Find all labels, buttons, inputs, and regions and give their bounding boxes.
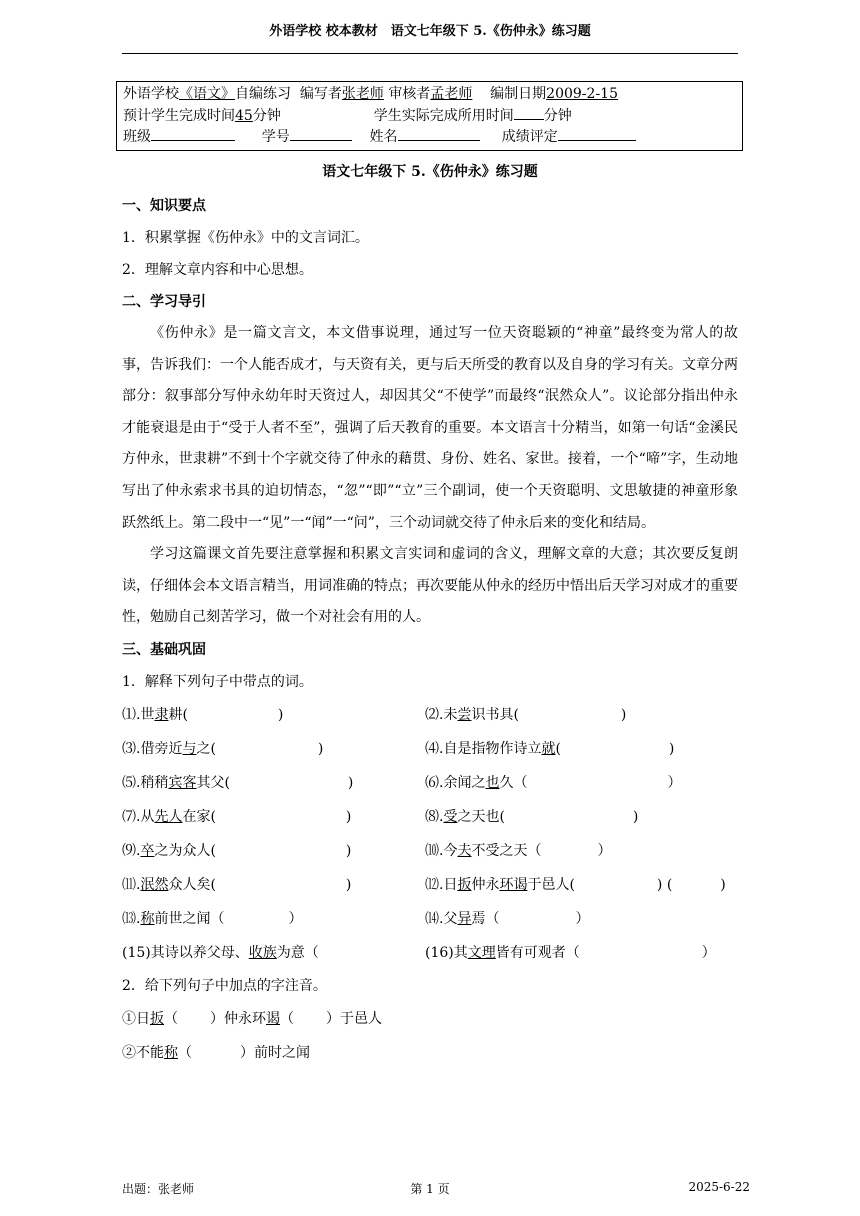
- header-divider: [122, 53, 738, 54]
- minutes-label: 分钟: [252, 108, 281, 124]
- guide-paragraph: 《伤仲永》是一篇文言文，本文借事说理，通过写一位天资聪颖的“神童”最终变为常人的故事，告诉我们：一个人能否成才，与天资有关，更与后天所受的教育以及自身的学习有关。文章分两部分：叙事部分写仲永幼年时天资过人，却因其父“不使学”而最终“泯然众人”。议论部分指出仲永才能衰退是由于“受于人者不至”，强调了后天教育的重要。本文语言十分精当，如第一句话“金溪民方仲永，世隶耕”不到十个字就交待了仲永的藉贯、身份、姓名、家世。接着，一个“啼”字，生动地写出了仲永索求书具的迫切情态，“忽”“即”“立”三个副词，使一个天资聪明、文思敏捷的神童形象跃然纸上。第二段中一“见”一“闻”一“问”，三个动词就交待了仲永后来的变化和结局。: [122, 325, 738, 531]
- vocab-row: [122, 936, 738, 970]
- vocab-row: [122, 800, 738, 834]
- vocab-item: ⑹.余闻之也久（ ）: [425, 774, 682, 791]
- reviewer-name: 孟老师: [430, 86, 473, 102]
- vocab-row: [122, 868, 738, 902]
- vocab-item: ⒁.父异焉（ ）: [425, 910, 590, 927]
- school-prefix: 外语学校: [123, 86, 179, 102]
- date-label: 编制日期: [490, 86, 547, 102]
- vocab-item: (15)其诗以养父母、收族为意（: [122, 944, 319, 961]
- document-title: 语文七年级下 5.《伤仲永》练习题: [322, 164, 538, 180]
- knowledge-item: 2．理解文章内容和中心思想。: [122, 262, 313, 278]
- vocab-row: [122, 766, 738, 800]
- actual-time-field[interactable]: [514, 105, 544, 120]
- vocab-item: ⑾.泯然众人矣( ): [122, 876, 352, 893]
- footer-page-number: 第 1 页: [410, 1182, 450, 1196]
- section-knowledge-title: 一、知识要点: [122, 198, 206, 214]
- vocab-row: [122, 834, 738, 868]
- vocab-item: ⑵.未尝识书具( ): [425, 706, 627, 723]
- subject: 《语文》: [179, 86, 235, 102]
- content: [122, 190, 738, 1070]
- grade-label: 成绩评定: [501, 129, 558, 145]
- minutes-label-2: 分钟: [543, 108, 572, 124]
- class-label: 班级: [123, 129, 151, 145]
- pinyin-item: ②不能称（ ）前时之闻: [122, 1044, 310, 1061]
- guide-paragraph: 学习这篇课文首先要注意掌握和积累文言实词和虚词的含义，理解文章的大意；其次要反复朗读，仔细体会本文语言精当，用词准确的特点；再次要能从仲永的经历中悟出后天学习对成才的重要性，勉励自己刻苦学习，做一个对社会有用的人。: [122, 546, 738, 626]
- page-header: 外语学校 校本教材 语文七年级下 5.《伤仲永》练习题: [269, 24, 591, 39]
- vocab-item: (16)其文理皆有可观者（ ）: [425, 944, 716, 961]
- vocab-item: ⒀.称前世之闻（ ）: [122, 910, 303, 927]
- name-label: 姓名: [369, 129, 398, 145]
- vocab-row: [122, 732, 738, 766]
- vocab-item: ⑸.稍稍宾客其父( ): [122, 774, 354, 791]
- info-line-3: [123, 126, 736, 147]
- vocab-item: ⑻.受之天也( ): [425, 808, 639, 825]
- date-value: 2009-2-15: [546, 86, 618, 102]
- pinyin-item: ①日扳（ ）仲永环谒（ ）于邑人: [122, 1010, 382, 1027]
- section-guide-title: 二、学习导引: [122, 294, 206, 310]
- vocab-item: ⑺.从先人在家( ): [122, 808, 352, 825]
- expected-time-label: 预计学生完成时间: [123, 108, 235, 124]
- grade-field[interactable]: [558, 126, 636, 141]
- vocab-row: [122, 902, 738, 936]
- student-no-field[interactable]: [290, 126, 352, 141]
- class-field[interactable]: [151, 126, 235, 141]
- info-box: [116, 81, 743, 151]
- footer-date: 2025-6-22: [688, 1180, 750, 1194]
- vocab-item: ⑿.日扳仲永环谒于邑人( ) ( ): [425, 876, 726, 893]
- info-line-2: [123, 105, 736, 126]
- vocab-item: ⑴.世隶耕( ): [122, 706, 284, 723]
- section-basics-title: 三、基础巩固: [122, 641, 206, 658]
- name-field[interactable]: [398, 126, 480, 141]
- vocab-item: ⑶.借旁近与之( ): [122, 740, 324, 757]
- vocab-item: ⑷.自是指物作诗立就( ): [425, 740, 675, 757]
- knowledge-item: 1．积累掌握《伤仲永》中的文言词汇。: [122, 230, 369, 246]
- vocab-item: ⑽.今夫不受之天（ ）: [425, 842, 612, 859]
- info-line-1: [123, 84, 736, 105]
- actual-time-label: 学生实际完成所用时间: [373, 108, 514, 124]
- question-1-title: 1．解释下列句子中带点的词。: [122, 673, 313, 690]
- practice-label: 自编练习: [235, 86, 291, 102]
- question-2-title: 2．给下列句子中加点的字注音。: [122, 977, 327, 994]
- author-label: 编写者: [299, 86, 342, 102]
- footer-setter: 出题：张老师: [122, 1182, 195, 1196]
- vocab-item: ⑼.卒之为众人( ): [122, 842, 352, 859]
- student-no-label: 学号: [261, 129, 290, 145]
- expected-time-value: 45: [235, 108, 253, 124]
- author-name: 张老师: [341, 86, 384, 102]
- reviewer-label: 审核者: [388, 86, 431, 102]
- vocab-row: [122, 698, 738, 732]
